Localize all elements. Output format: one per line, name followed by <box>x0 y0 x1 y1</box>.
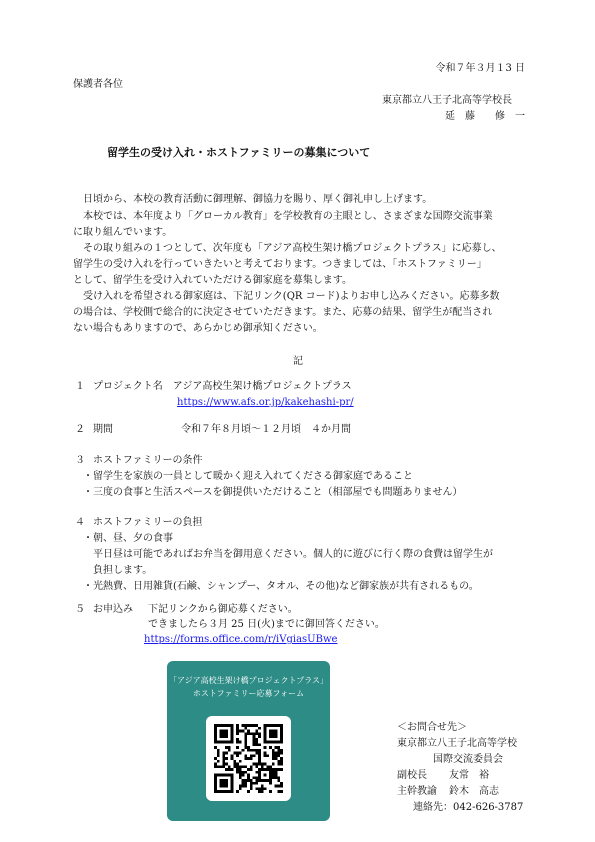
contact-org: 東京都立八王子北高等学校 <box>397 738 517 749</box>
apply-deadline: できましたら３月 25 日(火)までに御回答ください。 <box>148 619 385 630</box>
body-line: 留学生の受け入れを行っていきたいと考えております。つきましては、「ホストファミリー」 <box>73 259 487 270</box>
qr-card-title: 「アジア高校生架け橋プロジェクトプラス」 <box>168 676 329 685</box>
contact-committee: 国際交流委員会 <box>433 754 503 765</box>
condition-line: ・三度の食事と生活スペースを御提供いただけること（相部屋でも問題ありません） <box>83 487 463 498</box>
period-value: 令和７年８月頃～１２月頃 ４か月間 <box>181 424 351 435</box>
burden-line: 平日昼は可能であればお弁当を御用意ください。個人的に遊びに行く際の食費は留学生が <box>93 549 493 560</box>
page-title: 留学生の受け入れ・ホストファミリーの募集について <box>107 146 371 159</box>
apply-line: 下記リンクから御応募ください。 <box>148 604 298 615</box>
contact-teacher-role: 主幹教諭 <box>397 786 437 797</box>
item-number: １ <box>75 381 85 392</box>
vice-principal-name: 友常 裕 <box>449 770 489 781</box>
qr-card[interactable] <box>167 661 330 821</box>
project-name: プロジェクト名 アジア高校生架け橋プロジェクトプラス <box>93 381 352 392</box>
body-line: 日頃から、本校の教育活動に御理解、御協力を賜り、厚く御礼申し上げます。 <box>83 194 433 205</box>
ki-heading: 記 <box>293 356 303 367</box>
body-line: の場合は、学校側で総合的に決定させていただきます。また、応募の結果、留学生が配当され <box>73 307 493 318</box>
body-line: ない場合もありますので、あらかじめ御承知ください。 <box>73 323 323 334</box>
body-line: に取り組んでいます。 <box>73 227 173 238</box>
contact-teacher-name: 鈴木 高志 <box>449 786 499 797</box>
body-line: 受け入れを希望される御家庭は、下記リンク(QR コード)よりお申し込みください。応募多数 <box>83 291 500 302</box>
date: 令和７年３月１3 日 <box>435 63 525 74</box>
vice-principal-role: 副校長 <box>397 770 427 781</box>
body-line: 本校では、本年度より「グローカル教育」を学校教育の主眼とし、さまざまな国際交流事業 <box>83 211 493 222</box>
conditions-label: ホストファミリーの条件 <box>93 455 203 466</box>
item-number: ４ <box>75 517 85 528</box>
contact-heading: ＜お問合せ先＞ <box>397 722 467 733</box>
period-label: 期間 <box>93 424 113 435</box>
burden-line: ・光熱費、日用雑貨(石鹸、シャンプー、タオル、その他)など御家族が共有されるもの。 <box>83 581 479 592</box>
burden-line: 負担します。 <box>93 565 153 576</box>
contact-phone: 連絡先：042-626-3787 <box>413 802 524 813</box>
apply-label: お申込み <box>93 604 133 615</box>
sender-org: 東京都立八王子北高等学校長 <box>382 95 512 106</box>
body-line: として、留学生を受け入れていただける御家庭を募集します。 <box>73 275 352 286</box>
project-link[interactable]: https://www.afs.or.jp/kakehashi-pr/ <box>177 397 354 408</box>
item-number: ３ <box>75 455 85 466</box>
burden-label: ホストファミリーの負担 <box>93 517 203 528</box>
qr-card-subtitle: ホストファミリー応募フォーム <box>192 689 305 698</box>
item-number: ５ <box>75 604 85 615</box>
burden-line: ・朝、昼、夕の食事 <box>83 533 173 544</box>
qr-code-frame <box>206 716 291 801</box>
form-link[interactable]: https://forms.office.com/r/iVgiasUBwe <box>144 634 338 645</box>
qr-code-icon[interactable] <box>214 724 283 793</box>
sender-name: 延 藤 修 一 <box>445 111 525 122</box>
condition-line: ・留学生を家族の一員として暖かく迎え入れてくださる御家庭であること <box>83 471 413 482</box>
addressee: 保護者各位 <box>73 79 123 90</box>
item-number: ２ <box>75 424 85 435</box>
body-line: その取り組みの１つとして、次年度も「アジア高校生架け橋プロジェクトプラス」に応募し、 <box>83 243 502 254</box>
